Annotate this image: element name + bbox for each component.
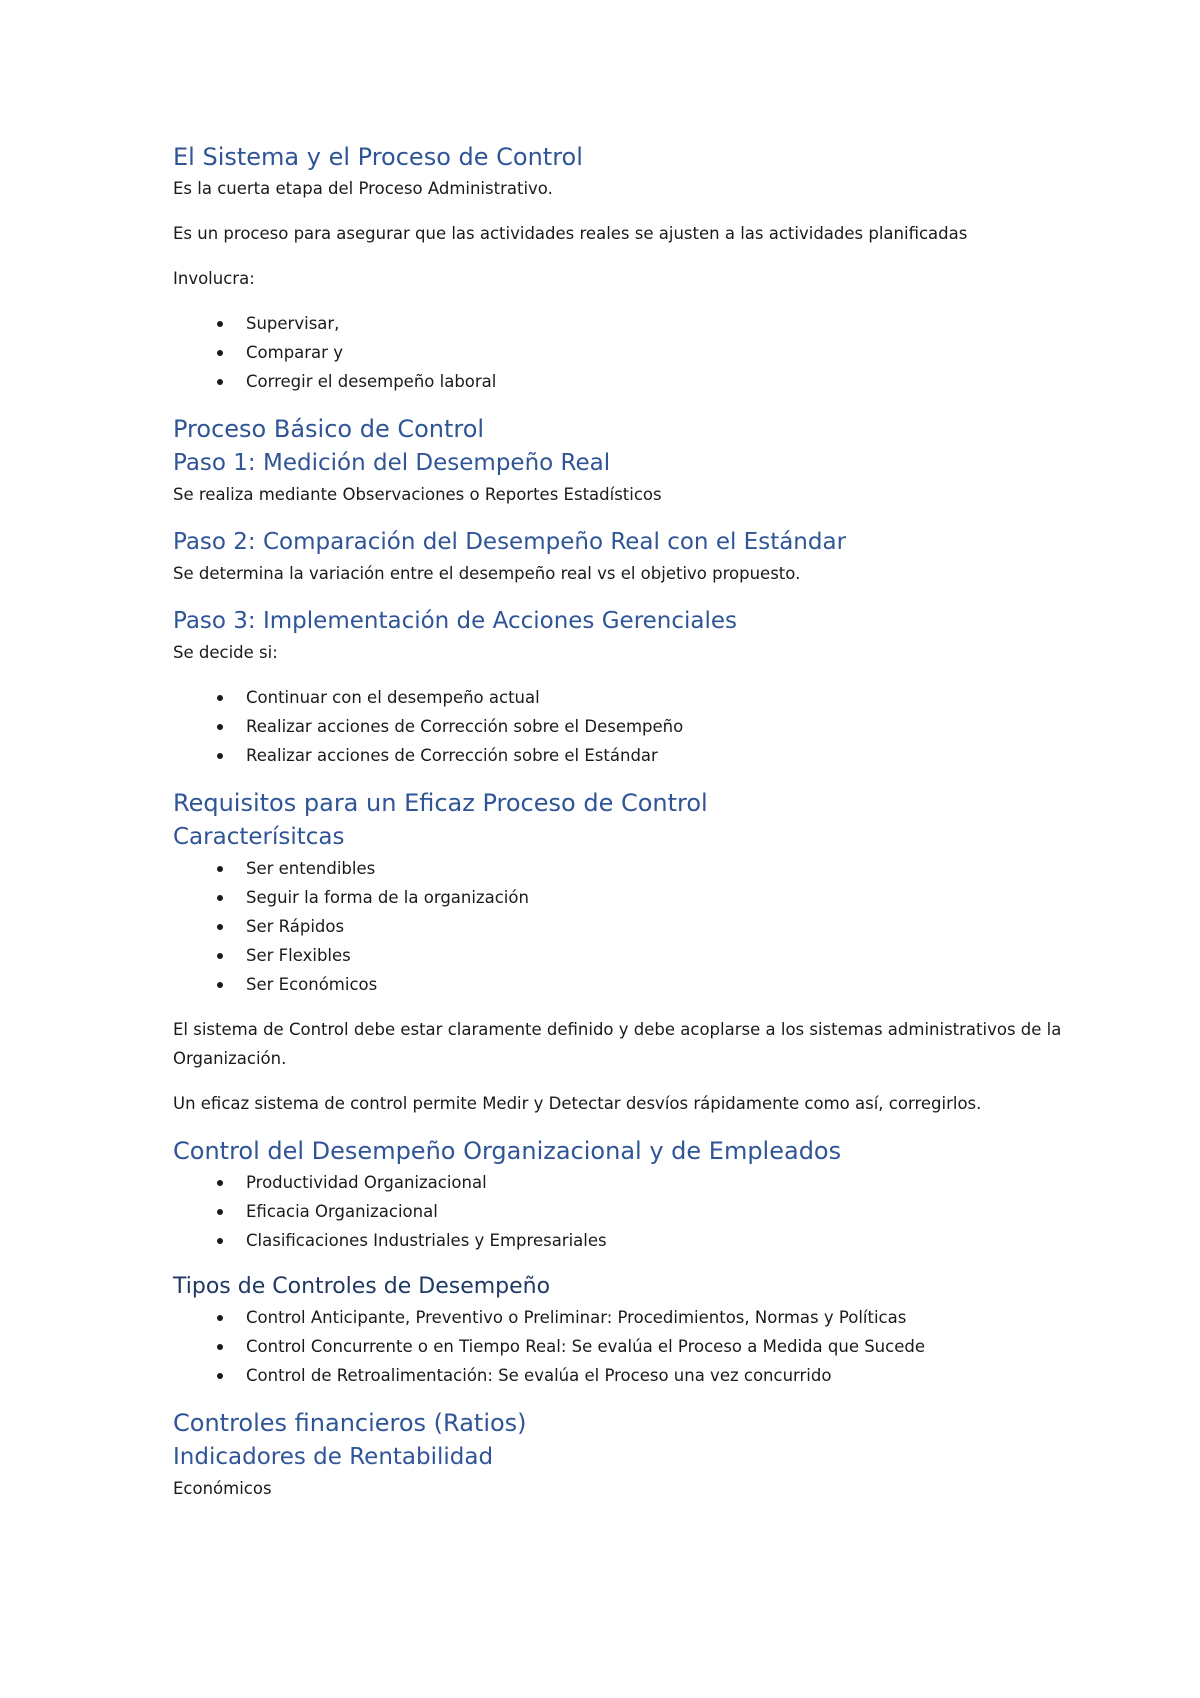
paragraph: El sistema de Control debe estar claramente definido y debe acoplarse a los sistemas administrativos de la Organización. [173, 1020, 1062, 1068]
paragraph: Económicos [173, 1479, 272, 1498]
list-item [173, 741, 1073, 770]
bullet-icon [217, 953, 223, 959]
list-item [173, 338, 1073, 367]
bullet-icon [217, 1344, 223, 1350]
paragraph: Se realiza mediante Observaciones o Reportes Estadísticos [173, 485, 662, 504]
section-title: Controles financieros (Ratios) [173, 1409, 527, 1437]
paragraph: Se decide si: [173, 643, 278, 662]
subsection-title: Paso 3: Implementación de Acciones Gerenciales [173, 608, 738, 634]
bullet-icon [217, 379, 223, 385]
list-item-text: Ser Rápidos [246, 917, 345, 936]
list-item-text: Realizar acciones de Corrección sobre el Desempeño [246, 717, 684, 736]
list-item [173, 912, 1073, 941]
list-item-text: Realizar acciones de Corrección sobre el Estándar [246, 746, 658, 765]
bullet-list [173, 309, 1073, 396]
list-item-text: Supervisar, [246, 314, 340, 333]
list-item [173, 1168, 1073, 1197]
list-item-text: Corregir el desempeño laboral [246, 372, 497, 391]
subsection-title: Indicadores de Rentabilidad [173, 1444, 494, 1470]
bullet-icon [217, 350, 223, 356]
section-title: Proceso Básico de Control [173, 415, 485, 443]
list-item-text: Eficacia Organizacional [246, 1202, 438, 1221]
subsection-title: Tipos de Controles de Desempeño [173, 1274, 551, 1299]
bullet-icon [217, 866, 223, 872]
bullet-list [173, 683, 1073, 770]
subsection-title: Paso 1: Medición del Desempeño Real [173, 450, 611, 476]
subsection-title: Paso 2: Comparación del Desempeño Real con el Estándar [173, 529, 847, 555]
section-title: El Sistema y el Proceso de Control [173, 143, 583, 171]
section-title: Control del Desempeño Organizacional y de Empleados [173, 1137, 842, 1165]
bullet-icon [217, 1373, 223, 1379]
list-item [173, 712, 1073, 741]
paragraph: Es un proceso para asegurar que las actividades reales se ajusten a las actividades planificadas [173, 224, 968, 243]
bullet-list [173, 854, 1073, 999]
list-item [173, 309, 1073, 338]
list-item [173, 1361, 1073, 1390]
bullet-icon [217, 924, 223, 930]
bullet-icon [217, 982, 223, 988]
bullet-icon [217, 753, 223, 759]
list-item-text: Control de Retroalimentación: Se evalúa el Proceso una vez concurrido [246, 1366, 832, 1385]
list-item [173, 1197, 1073, 1226]
bullet-list [173, 1303, 1073, 1390]
bullet-icon [217, 895, 223, 901]
bullet-icon [217, 724, 223, 730]
paragraph: Un eficaz sistema de control permite Medir y Detectar desvíos rápidamente como así, corregirlos. [173, 1094, 982, 1113]
bullet-icon [217, 695, 223, 701]
document-page [173, 140, 1073, 1503]
bullet-icon [217, 321, 223, 327]
paragraph: Se determina la variación entre el desempeño real vs el objetivo propuesto. [173, 564, 801, 583]
list-item [173, 883, 1073, 912]
list-item-text: Ser Flexibles [246, 946, 351, 965]
paragraph: Involucra: [173, 269, 255, 288]
list-item-text: Ser Económicos [246, 975, 378, 994]
list-item [173, 970, 1073, 999]
list-item-text: Productividad Organizacional [246, 1173, 487, 1192]
bullet-icon [217, 1238, 223, 1244]
list-item [173, 683, 1073, 712]
list-item-text: Control Concurrente o en Tiempo Real: Se evalúa el Proceso a Medida que Sucede [246, 1337, 925, 1356]
bullet-icon [217, 1209, 223, 1215]
list-item-text: Clasificaciones Industriales y Empresariales [246, 1231, 607, 1250]
subsection-title: Caracterísitcas [173, 824, 345, 850]
list-item [173, 1303, 1073, 1332]
list-item [173, 1332, 1073, 1361]
bullet-icon [217, 1180, 223, 1186]
list-item [173, 1226, 1073, 1255]
section-title: Requisitos para un Eficaz Proceso de Control [173, 789, 708, 817]
list-item [173, 854, 1073, 883]
paragraph: Es la cuerta etapa del Proceso Administrativo. [173, 179, 553, 198]
list-item [173, 367, 1073, 396]
list-item-text: Comparar y [246, 343, 343, 362]
list-item-text: Ser entendibles [246, 859, 376, 878]
bullet-icon [217, 1315, 223, 1321]
bullet-list [173, 1168, 1073, 1255]
list-item [173, 941, 1073, 970]
list-item-text: Continuar con el desempeño actual [246, 688, 540, 707]
list-item-text: Control Anticipante, Preventivo o Preliminar: Procedimientos, Normas y Políticas [246, 1308, 907, 1327]
list-item-text: Seguir la forma de la organización [246, 888, 529, 907]
